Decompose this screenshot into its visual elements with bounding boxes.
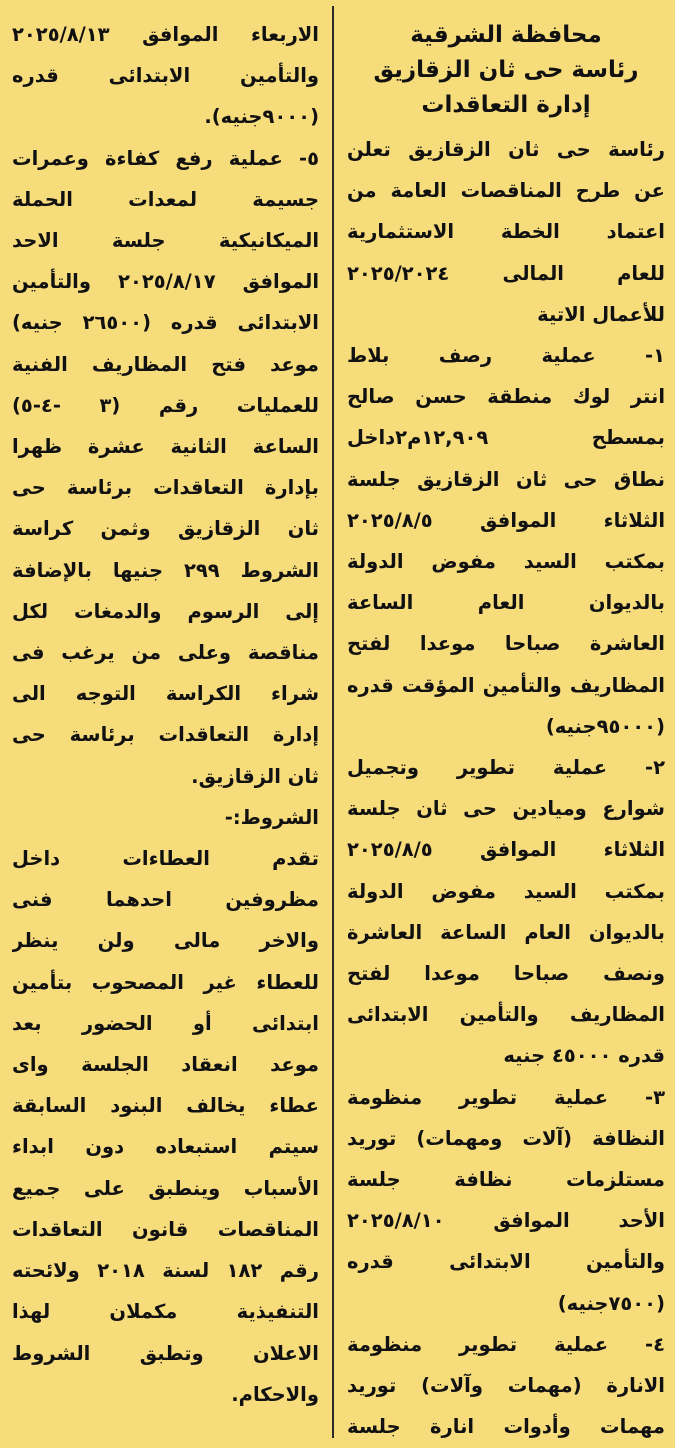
text-line: انتر لوك منطقة حسن صالح	[347, 385, 665, 409]
text-line: (٧٥٠٠جنيه)	[557, 1291, 665, 1315]
right-column-text	[347, 129, 665, 1448]
text-line: تقدم العطاءات داخل	[12, 847, 319, 871]
text-line: موعد انعقاد الجلسة واى	[12, 1053, 319, 1077]
text-line: (٩٥٠٠٠جنيه)	[545, 714, 665, 738]
text-line: الشروط:-	[224, 805, 319, 829]
text-line: والاحكام.	[231, 1382, 319, 1406]
left-column	[0, 0, 333, 1443]
text-line: الشروط ٢٩٩ جنيها بالإضافة	[12, 558, 319, 582]
text-line: مستلزمات نظافة جلسة	[347, 1168, 665, 1192]
text-line: والاخر مالى ولن ينظر	[12, 929, 319, 953]
text-line: التنفيذية مكملان لهذا	[12, 1300, 319, 1324]
text-line: ٤- عملية تطوير منظومة	[347, 1332, 665, 1356]
text-line: ابتدائى أو الحضور بعد	[12, 1011, 319, 1035]
text-line: ٢- عملية تطوير وتجميل	[347, 756, 665, 780]
text-line: مظروفين احدهما فنى	[12, 888, 319, 912]
text-line: اعتماد الخطة الاستثمارية	[347, 220, 665, 244]
text-line: ٥- عملية رفع كفاءة وعمرات	[12, 146, 319, 170]
text-line: شراء الكراسة التوجه الى	[12, 682, 319, 706]
text-line: المظاريف والتأمين الابتدائى	[347, 1003, 665, 1027]
text-line: قدره ٤٥٠٠٠ جنيه	[503, 1044, 665, 1068]
left-column-text	[12, 14, 319, 1415]
text-line: بإدارة التعاقدات برئاسة حى	[12, 476, 319, 500]
announcement-header	[347, 18, 665, 123]
text-line: (٩٠٠٠جنيه).	[204, 105, 319, 129]
text-line: ٣- عملية تطوير منظومة	[347, 1085, 665, 1109]
text-line: بمكتب السيد مفوض الدولة	[347, 879, 665, 903]
text-line: للعام المالى ٢٠٢٥/٢٠٢٤	[347, 261, 665, 285]
text-line: المظاريف والتأمين المؤقت قدره	[347, 673, 665, 697]
text-line: الثلاثاء الموافق ٢٠٢٥/٨/٥	[347, 838, 665, 862]
text-line: جسيمة لمعدات الحملة	[12, 187, 319, 211]
text-line: بالديوان العام الساعة العاشرة	[347, 920, 665, 944]
text-line: عن طرح المناقصات العامة من	[347, 179, 665, 203]
text-line: رقم ١٨٢ لسنة ٢٠١٨ ولائحته	[12, 1259, 319, 1283]
text-line: نطاق حى ثان الزقازيق جلسة	[347, 467, 665, 491]
text-line: إدارة التعاقدات برئاسة حى	[12, 723, 319, 747]
text-line: الأحد الموافق ٢٠٢٥/٨/١٠	[347, 1209, 665, 1233]
text-line: مهمات وأدوات انارة جلسة	[347, 1415, 665, 1439]
text-line: إلى الرسوم والدمغات لكل	[12, 599, 319, 623]
text-line: ثان الزقازيق وثمن كراسة	[12, 517, 319, 541]
district-title: رئاسة حى ثان الزقازيق	[373, 57, 639, 83]
text-line: النظافة (آلات ومهمات) توريد	[347, 1126, 665, 1150]
text-line: ١- عملية رصف بلاط	[347, 344, 665, 368]
text-line: العاشرة صباحا موعدا لفتح	[347, 632, 665, 656]
text-line: ثان الزقازيق.	[191, 764, 319, 788]
department-title: إدارة التعاقدات	[421, 92, 591, 118]
text-line: الموافق ٢٠٢٥/٨/١٧ والتأمين	[12, 270, 319, 294]
text-line: الساعة الثانية عشرة ظهرا	[12, 435, 319, 459]
text-line: والتأمين الابتدائى قدره	[347, 1250, 665, 1274]
text-line: الاعلان وتطبق الشروط	[12, 1341, 319, 1365]
governorate-title: محافظة الشرقية	[410, 22, 602, 48]
text-line: الاربعاء الموافق ٢٠٢٥/٨/١٣	[12, 23, 319, 46]
text-line: بمسطح ١٢,٩٠٩م٢داخل	[347, 426, 665, 450]
column-divider	[332, 6, 334, 1438]
text-line: الميكانيكية جلسة الاحد	[12, 229, 319, 253]
text-line: موعد فتح المظاريف الفنية	[12, 352, 319, 376]
text-line: للعطاء غير المصحوب بتأمين	[12, 970, 319, 994]
text-line: الابتدائى قدره (٢٦٥٠٠ جنيه)	[12, 311, 319, 335]
text-line: الثلاثاء الموافق ٢٠٢٥/٨/٥	[347, 508, 665, 532]
text-line: رئاسة حى ثان الزقازيق تعلن	[347, 138, 665, 161]
text-line: للأعمال الاتية	[537, 302, 665, 326]
text-line: المناقصات قانون التعاقدات	[12, 1217, 319, 1241]
text-line: الانارة (مهمات وآلات) توريد	[347, 1374, 665, 1398]
text-line: للعمليات رقم (٣ -٤-٥)	[12, 393, 319, 417]
text-line: عطاء يخالف البنود السابقة	[12, 1094, 319, 1118]
text-line: والتأمين الابتدائى قدره	[12, 64, 319, 88]
text-line: بمكتب السيد مفوض الدولة	[347, 550, 665, 574]
right-column	[333, 0, 675, 1443]
text-line: شوارع وميادين حى ثان جلسة	[347, 797, 665, 821]
text-line: الأسباب وينطبق على جميع	[12, 1176, 319, 1200]
text-line: بالديوان العام الساعة	[347, 591, 665, 615]
text-line: ونصف صباحا موعدا لفتح	[347, 962, 665, 986]
text-line: سيتم استبعاده دون ابداء	[12, 1135, 319, 1159]
text-line: مناقصة وعلى من يرغب فى	[12, 641, 319, 665]
